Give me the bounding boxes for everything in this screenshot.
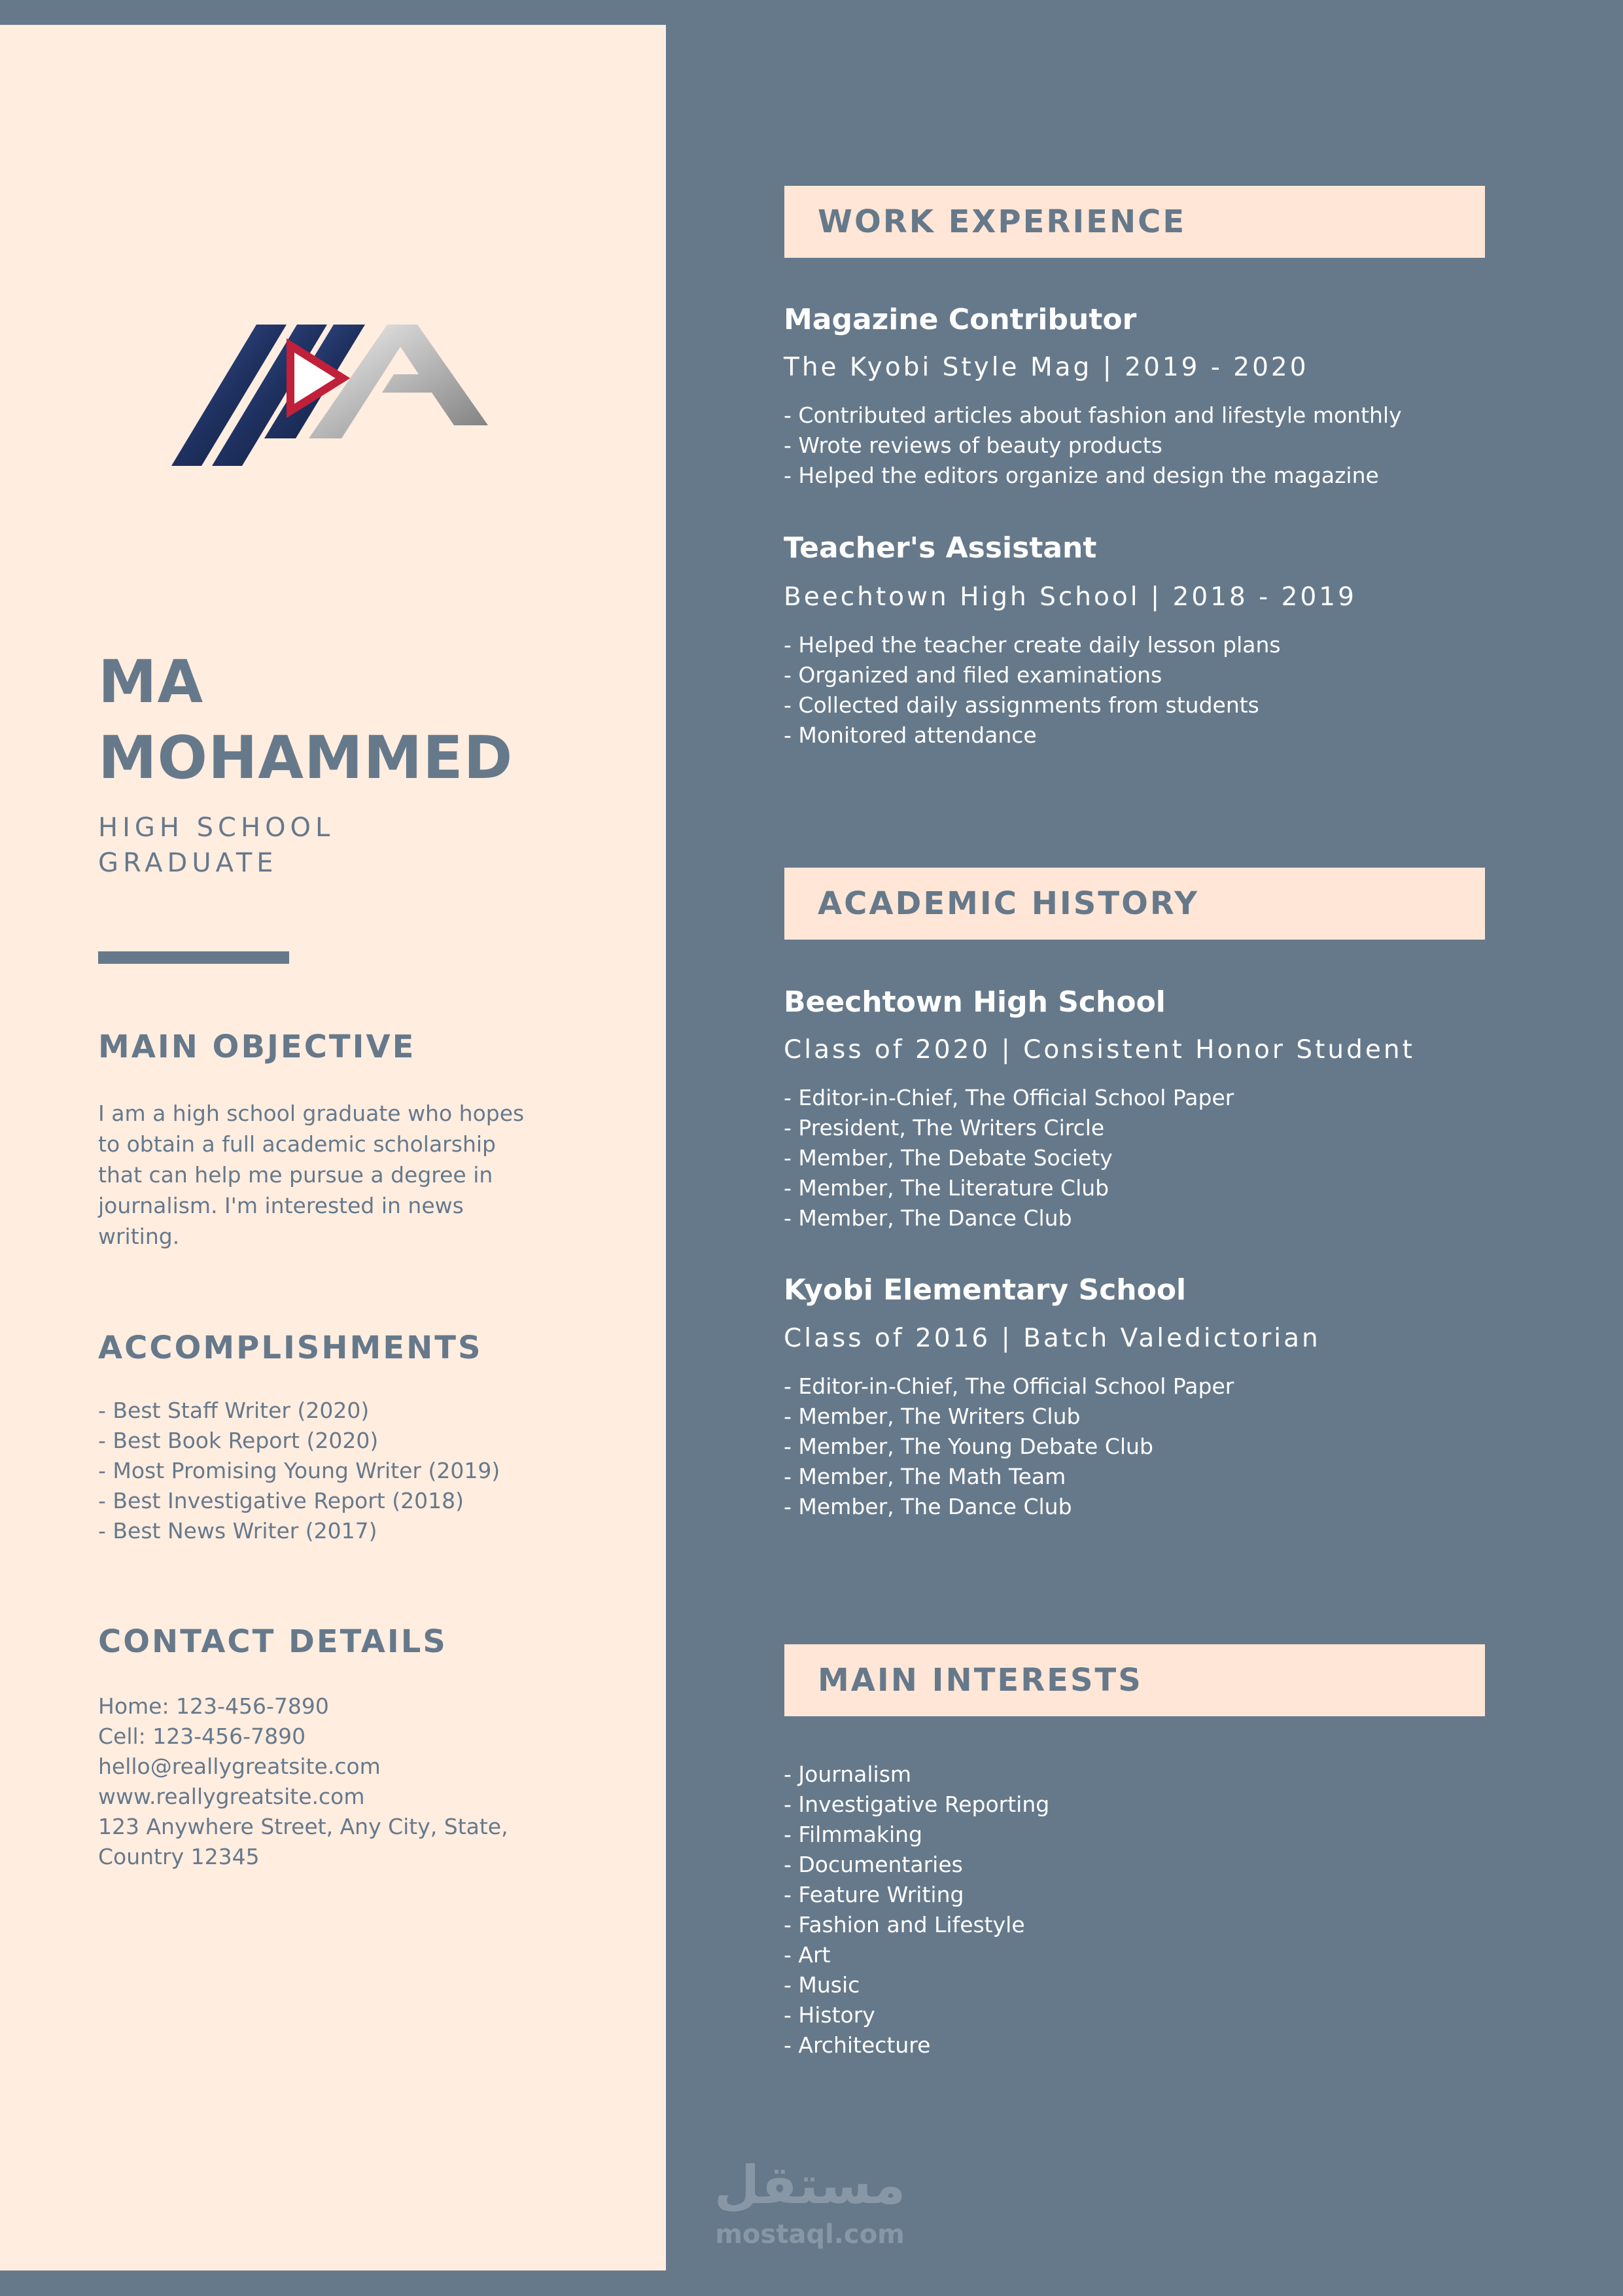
list-item: - Filmmaking	[784, 1822, 922, 1847]
list-item: - Collected daily assignments from students	[784, 692, 1259, 718]
school-1-title: Beechtown High School	[784, 985, 1166, 1019]
list-item: - Fashion and Lifestyle	[784, 1912, 1025, 1937]
list-item: - History	[784, 2002, 875, 2028]
watermark-arabic: مستقل	[714, 2155, 906, 2216]
list-item: - Member, The Debate Society	[784, 1145, 1113, 1171]
list-item: - Member, The Literature Club	[784, 1175, 1109, 1201]
list-item: - Member, The Young Debate Club	[784, 1434, 1153, 1459]
objective-line: that can help me pursue a degree in	[98, 1162, 493, 1188]
job-2-subtitle: Beechtown High School | 2018 - 2019	[784, 582, 1357, 612]
list-item: - Most Promising Young Writer (2019)	[98, 1458, 500, 1483]
list-item: - Music	[784, 1972, 860, 1998]
list-item: - Best News Writer (2017)	[98, 1518, 377, 1544]
school-2-title: Kyobi Elementary School	[784, 1273, 1187, 1307]
address-line-1: 123 Anywhere Street, Any City, State,	[98, 1814, 508, 1839]
list-item: - Monitored attendance	[784, 722, 1037, 748]
accomplishments-list	[98, 1396, 595, 1546]
section-title: WORK EXPERIENCE	[818, 203, 1187, 240]
person-name	[98, 645, 648, 796]
accomplishments-heading: ACCOMPLISHMENTS	[98, 1330, 483, 1366]
work-experience-header	[784, 186, 1485, 258]
mostaql-watermark	[712, 2153, 908, 2264]
cell-phone: Cell: 123-456-7890	[98, 1723, 306, 1749]
list-item: - Investigative Reporting	[784, 1792, 1050, 1817]
name-line-1: MA	[98, 648, 204, 716]
divider	[98, 951, 289, 964]
title-line-2: GRADUATE	[98, 848, 278, 878]
list-item: - Best Staff Writer (2020)	[98, 1398, 370, 1423]
list-item: - Editor-in-Chief, The Official School Paper	[784, 1085, 1234, 1110]
watermark-latin: mostaql.com	[715, 2219, 905, 2250]
list-item: - Helped the teacher create daily lesson plans	[784, 632, 1281, 658]
list-item: - Editor-in-Chief, The Official School Paper	[784, 1373, 1234, 1399]
objective-heading: MAIN OBJECTIVE	[98, 1029, 416, 1065]
name-line-2: MOHAMMED	[98, 724, 514, 792]
interests-list	[784, 1759, 1477, 2060]
list-item: - Organized and filed examinations	[784, 662, 1162, 688]
list-item: - Wrote reviews of beauty products	[784, 433, 1162, 458]
list-item: - Member, The Writers Club	[784, 1404, 1081, 1429]
job-2-bullets	[784, 630, 1477, 751]
top-strip	[0, 0, 1623, 25]
section-title: MAIN INTERESTS	[818, 1662, 1143, 1699]
list-item: - Art	[784, 1942, 831, 1968]
job-title	[98, 810, 556, 881]
list-item: - Contributed articles about fashion and lifestyle monthly	[784, 402, 1402, 428]
main-interests-header	[784, 1644, 1485, 1716]
list-item: - Member, The Dance Club	[784, 1494, 1072, 1519]
school-1-bullets	[784, 1083, 1477, 1233]
job-1-title: Magazine Contributor	[784, 303, 1137, 336]
email-link[interactable]: hello@reallygreatsite.com	[98, 1754, 381, 1779]
contact-details	[98, 1691, 595, 1872]
list-item: - Best Book Report (2020)	[98, 1428, 379, 1453]
list-item: - Best Investigative Report (2018)	[98, 1488, 464, 1513]
list-item: - President, The Writers Circle	[784, 1115, 1105, 1140]
school-1-subtitle: Class of 2020 | Consistent Honor Student	[784, 1035, 1415, 1065]
list-item: - Helped the editors organize and design the magazine	[784, 463, 1379, 488]
title-line-1: HIGH SCHOOL	[98, 813, 335, 843]
objective-text	[98, 1098, 595, 1252]
academic-history-header	[784, 868, 1485, 940]
address-line-2: Country 12345	[98, 1844, 260, 1869]
list-item: - Journalism	[784, 1761, 912, 1787]
home-phone: Home: 123-456-7890	[98, 1693, 329, 1719]
school-2-bullets	[784, 1371, 1477, 1522]
objective-line: journalism. I'm interested in news	[98, 1193, 464, 1218]
list-item: - Documentaries	[784, 1852, 963, 1877]
objective-line: writing.	[98, 1224, 180, 1249]
list-item: - Feature Writing	[784, 1882, 964, 1907]
ma-logo-icon	[171, 321, 488, 466]
objective-line: I am a high school graduate who hopes	[98, 1101, 525, 1126]
job-1-subtitle: The Kyobi Style Mag | 2019 - 2020	[784, 353, 1309, 382]
school-2-subtitle: Class of 2016 | Batch Valedictorian	[784, 1324, 1321, 1353]
job-1-bullets	[784, 400, 1477, 491]
list-item: - Member, The Dance Club	[784, 1205, 1072, 1231]
objective-line: to obtain a full academic scholarship	[98, 1131, 496, 1157]
list-item: - Member, The Math Team	[784, 1464, 1066, 1489]
contact-heading: CONTACT DETAILS	[98, 1623, 447, 1660]
list-item: - Architecture	[784, 2032, 931, 2058]
website-link[interactable]: www.reallygreatsite.com	[98, 1784, 365, 1809]
section-title: ACADEMIC HISTORY	[818, 885, 1199, 922]
job-2-title: Teacher's Assistant	[784, 531, 1097, 565]
